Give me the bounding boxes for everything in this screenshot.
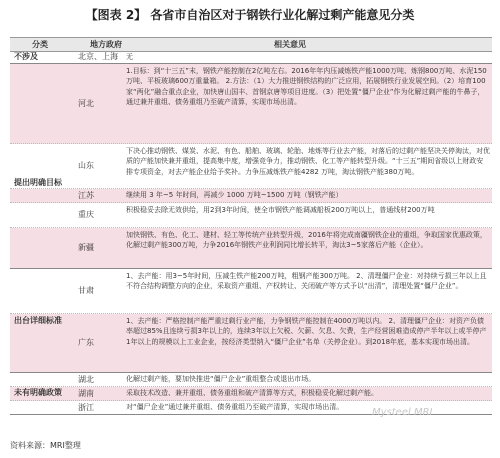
table-row [10,203,492,228]
region-cell: 甘肃 [78,285,94,295]
opinion-cell: 1、去产能：严格控制产能严重过剩行业产能，力争钢铁产能控制在4000万吨以内。 2、清理僵尸企业：对资产负债率超过85%且连续亏损3年以上的，连续3年以上欠税、欠薪、欠息、欠费，生产经营困难造成停产半年以上或半停产1年以上的规模以上工业企业，按经济类型纳入“僵尸企业”名单（关停企业）。到2018年底，基本实现市场出清。 [126,317,487,346]
table-row [10,64,492,144]
region-cell: 重庆 [78,209,94,219]
header-opinion: 相关意见 [274,40,306,49]
group-divider [10,372,492,373]
category-none: 不涉及 [14,52,38,61]
group-divider [10,268,492,269]
region-cell: 湖南 [78,388,94,398]
table-header [10,37,492,52]
region-cell: 浙江 [78,402,94,412]
opinion-cell: 采取技术改造、兼并重组、债务重组和破产清算等方式，积极稳妥化解过剩产能。 [126,389,378,397]
region-cell: 山东 [78,160,94,170]
category-no-clear-policy: 未有明确政策 [14,388,62,397]
table-row [10,228,492,269]
header-category: 分类 [32,40,48,49]
region-cell: 湖北 [78,374,94,384]
region-cell: 河北 [78,98,94,108]
opinion-cell: 继续用 3 年~5 年时间，再减少 1000 万吨~1500 万吨（钢铁产能） [126,191,343,199]
region-cell: 江苏 [78,190,94,200]
table-row [10,387,492,401]
group-divider [10,63,492,64]
region-cell: 北京、上海 [78,51,118,61]
opinion-cell: 无 [126,53,133,61]
watermark-text: Mysteel MRI [372,407,433,418]
table-row [10,314,492,373]
opinion-cell: 1.目标：到“十三五”末，钢铁产能控制在2亿吨左右。2016年年内压减炼铁产能1000万吨、炼钢800万吨、水泥150万吨、平板玻璃600万重量箱。 2.方法：（1）大力推进钢铁结构的广泛应用，拓展钢铁行业发展空间。（2）培育100家“两化”融合重点企业，加快唐山国丰、首钢京唐等项目进度。（3）把处置“僵尸企业”作为化解过剩产能的牛鼻子，通过兼并重组、债务重组乃至破产清算，实现市场出清。 [126,67,487,107]
table-row [10,144,492,189]
table-row [10,373,492,387]
region-cell: 广东 [78,337,94,347]
opinion-cell: 下决心推动钢铁、煤炭、水泥、有色、船舶、玻璃、轮胎、地炼等行业去产能，对落后的过剩产能坚决关停淘汰，对优质的产能加快兼并重组，提高集中度，增强竞争力，推动钢铁、化工等产能转型升级。“十三五”期间省级以上财政安排专项资金，对去产能企业给予奖补。力争压减炼铁产能4282 万吨，淘汰钢铁产能380万吨。 [126,147,490,176]
category-clear-target: 提出明确目标 [14,178,62,187]
opinion-cell: 1、去产能：用3~5年时间，压减生铁产能200万吨，粗钢产能300万吨。 2、清理僵尸企业：对持续亏损三年以上且不符合结构调整方向的企业，采取资产重组、产权转让、关闭破产等方式予以“出清”，清理处置“僵尸企业”。 [126,272,487,291]
opinion-cell: 化解过剩产能，要加快推进“僵尸企业”重组整合或退出市场。 [126,375,316,383]
source-note: 资料来源：MRI整理 [10,441,81,450]
table-row [10,269,492,314]
opinion-cell: 加快钢铁、有色、化工、建材、轻工等传统产业转型升级，2016年将完成南疆钢铁企业的重组，争取国家优惠政策，化解过剩产能300万吨，力争2016年钢铁产业利润同比增长转平，淘汰3~5家落后产能（企业）。 [126,231,487,250]
header-region: 地方政府 [90,40,122,49]
opinion-cell: 积极稳妥去除无效供给，用2到3年时间，使全市钢铁产能调减船板200万吨以上，普通线材200万吨 [126,206,435,214]
table-row [10,189,492,203]
page-title: 【图表 2】 各省市自治区对于钢铁行业化解过剩产能意见分类 [85,8,415,22]
category-detailed-standard: 出台详细标准 [14,315,62,325]
opinion-cell: 对“僵尸企业”通过兼并重组、债务重组乃至破产清算，实现市场出清。 [126,403,344,411]
region-cell: 新疆 [78,242,94,252]
